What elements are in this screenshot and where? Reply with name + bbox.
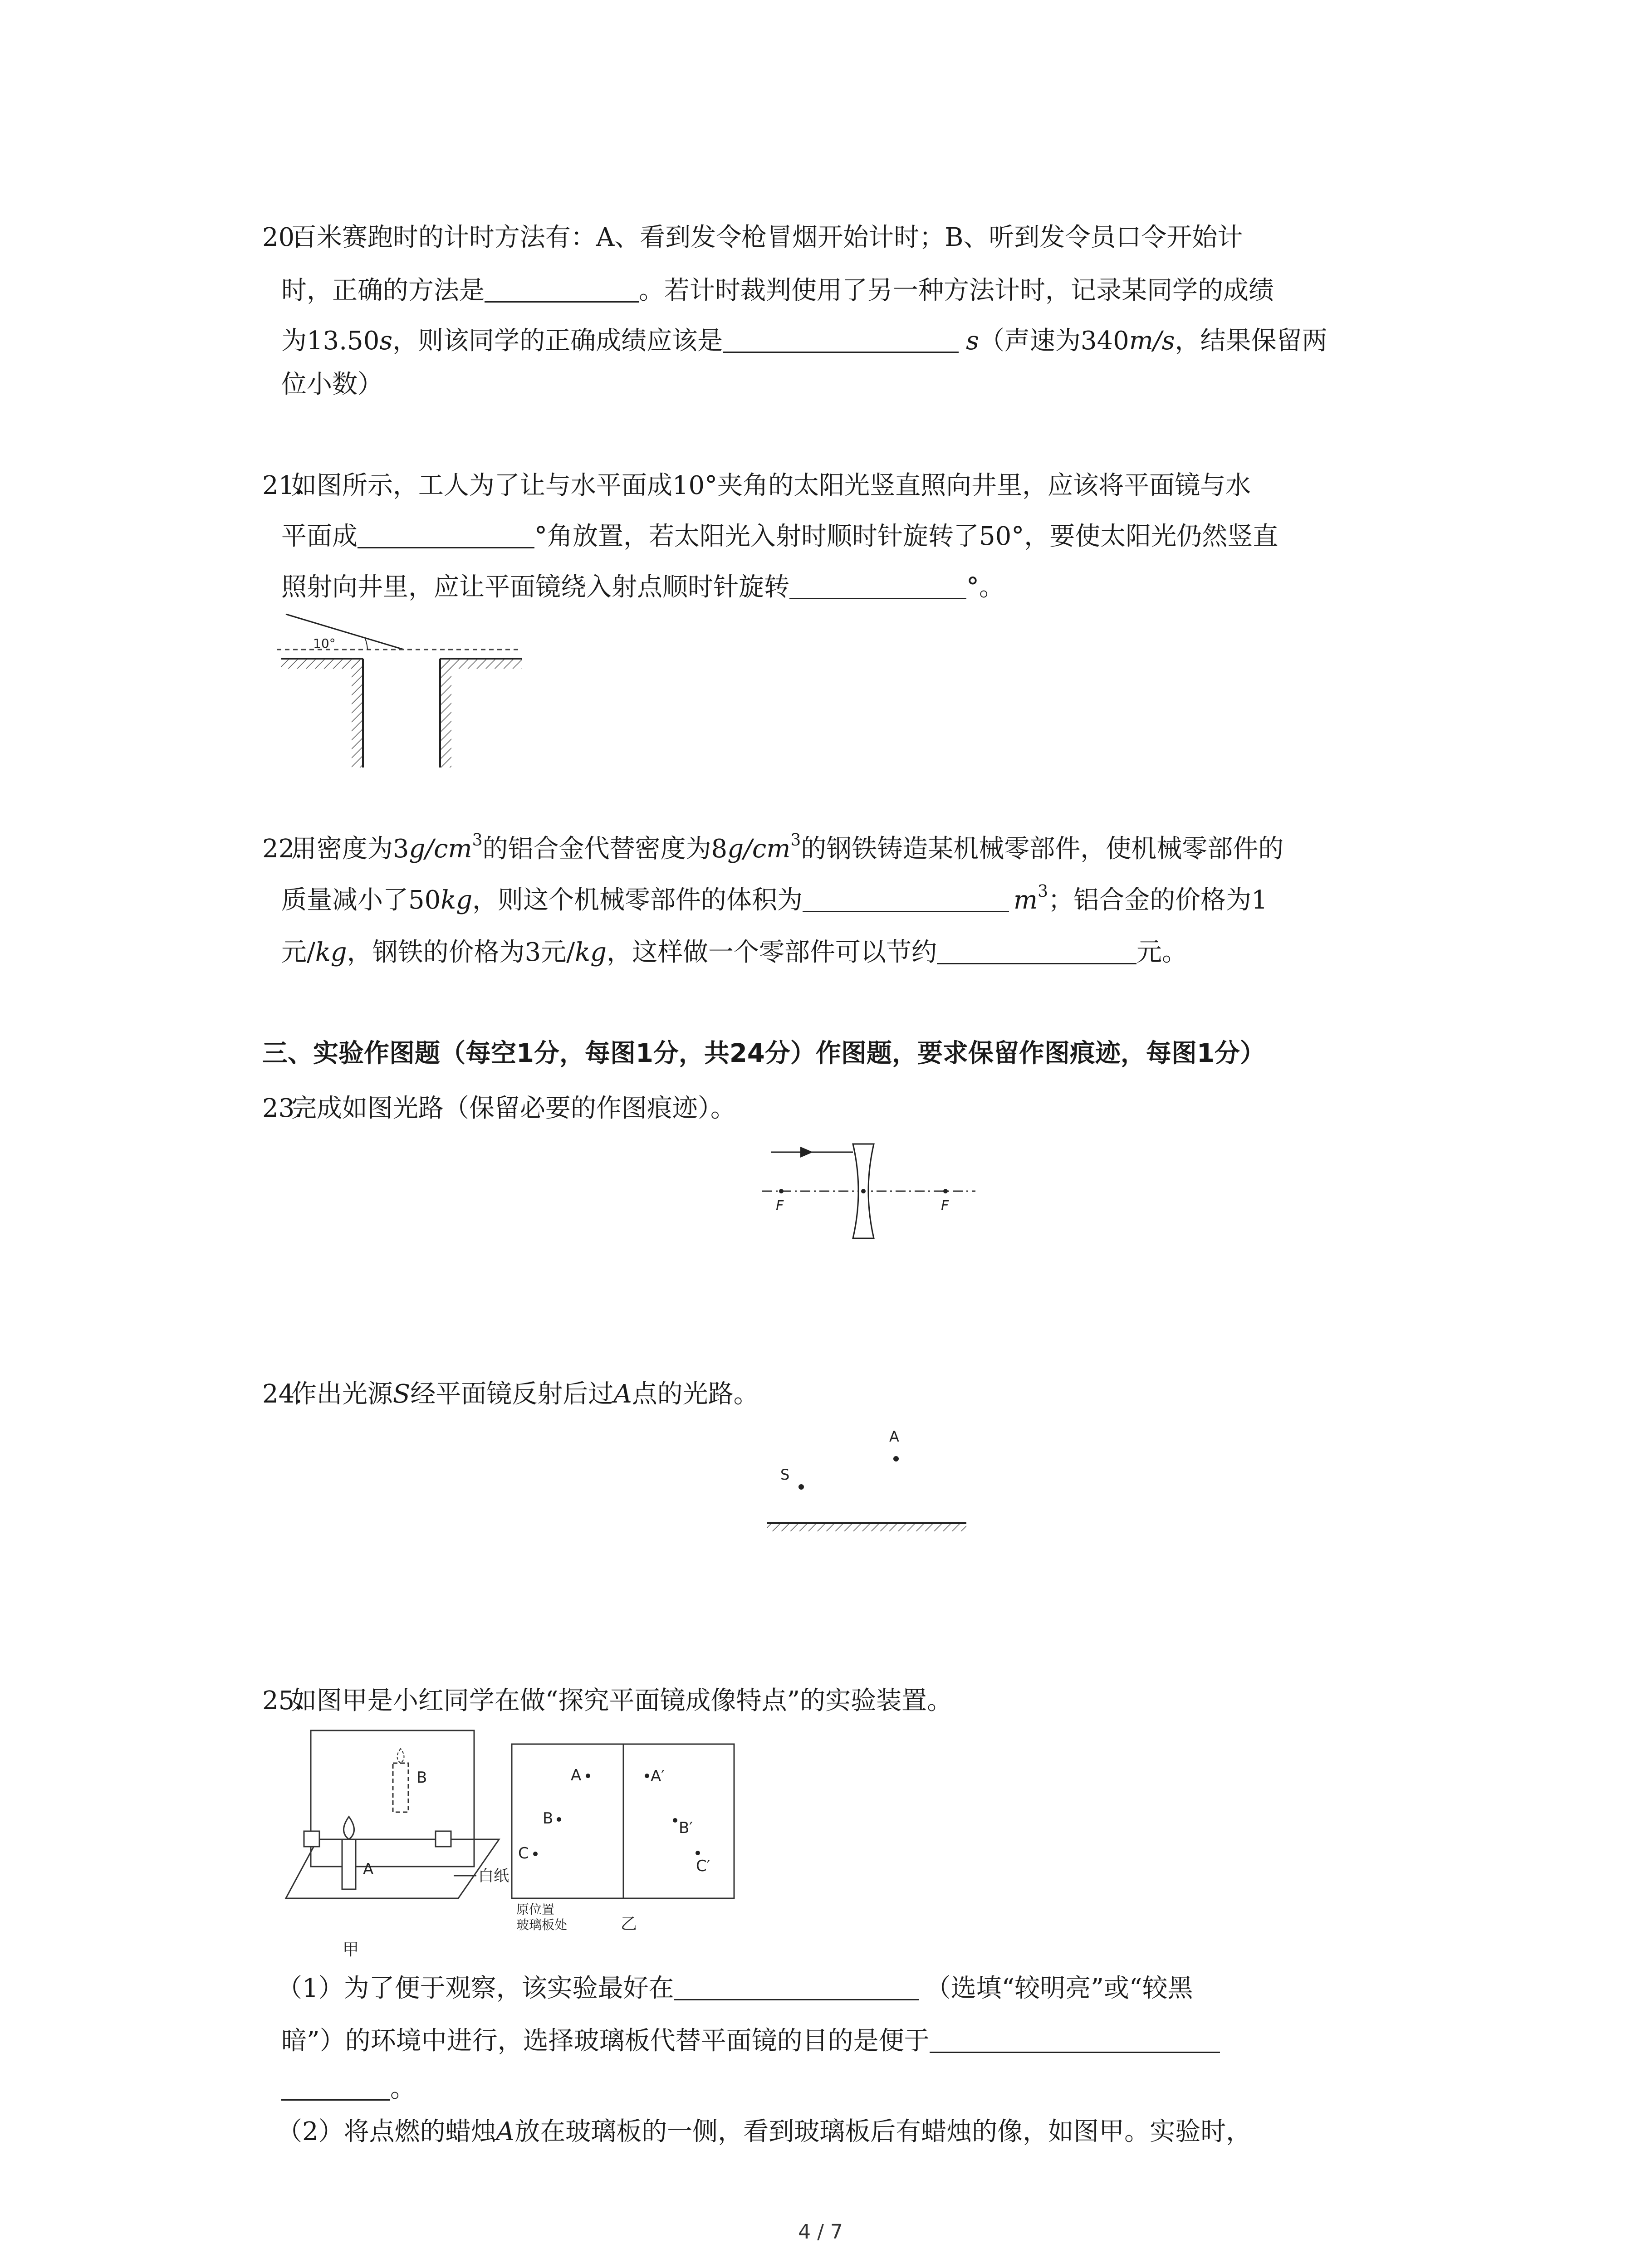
q24-number: 24. [262,1379,303,1409]
candle-b-label: B [416,1769,427,1787]
left-focus-label: F [776,1198,784,1214]
figure-yi-record-sheet [507,1740,743,1935]
point-b-label: B [543,1809,554,1828]
sunlight-ray [286,614,404,650]
candle-b [393,1763,408,1812]
light-source-s [798,1484,804,1490]
original-position-note: 原位置 [516,1902,555,1917]
white-paper-label: 白纸 [478,1867,509,1885]
candle-a-label: A [363,1860,374,1878]
support-block-left [304,1831,319,1847]
q20-line1: 20. 百米赛跑时的计时方法有：A、看到发令枪冒烟开始计时；B、听到发令员口令开始计 [262,220,1243,256]
q25-blank2-continued[interactable] [281,2071,390,2101]
q25-number: 25. [262,1686,303,1716]
point-a-image [645,1774,649,1778]
white-paper [286,1839,499,1898]
ray-arrow [800,1147,813,1158]
point-c-label: C [518,1844,529,1862]
q22-number: 22. [262,834,303,864]
plane-mirror-figure [762,1424,980,1542]
q25-part1-line1: （1）为了便于观察，该实验最好在 （选填“较明亮”或“较黑 [277,1970,1193,2007]
q22-blank1[interactable] [803,883,1009,912]
q25-part1-line3: 。 [281,2071,416,2107]
q25-part1-line2: 暗”）的环境中进行，选择玻璃板代替平面镜的目的是便于 [281,2023,1220,2059]
mirror-hatching [767,1524,966,1531]
point-a-label: A [889,1428,899,1445]
q20-number: 20. [262,223,303,252]
q25-part2-line1: （2）将点燃的蜡烛A放在玻璃板的一侧，看到玻璃板后有蜡烛的像，如图甲。实验时， [277,2117,1252,2146]
point-b [557,1817,561,1822]
angle-label: 10° [313,636,336,651]
point-a-image-label: A′ [651,1767,665,1785]
page-number: 4 / 7 [798,2220,843,2244]
q22-line2: 质量减小了50kg，则这个机械零部件的体积为 $m^3$；铝合金的价格为1 [281,882,1268,915]
well-mirror-figure [277,608,549,771]
q25-line1: 25. 如图甲是小红同学在做“探究平面镜成像特点”的实验装置。 [262,1683,952,1719]
q21-blank1[interactable] [358,519,534,548]
q20-line4: 位小数） [281,370,383,399]
q21-blank2[interactable] [789,570,966,599]
q20-line2: 时，正确的方法是 。若计时裁判使用了另一种方法计时，记录某同学的成绩 [281,273,1274,309]
right-focus-point [943,1189,948,1193]
q23-number: 23. [262,1094,303,1123]
q21-line3: 照射向井里，应让平面镜绕入射点顺时针旋转 °。 [281,569,1004,606]
q22-line3: 元/kg，钢铁的价格为3元/kg，这样做一个零部件可以节约 元。 [281,934,1187,971]
q25-blank2[interactable] [930,2024,1220,2053]
candle-a [342,1839,356,1889]
figure-yi-caption: 乙 [621,1915,637,1933]
well-left-wall-hatch [352,659,363,767]
q20-line3: 为13.50s，则该同学的正确成绩应该是 s（声速为340m/s，结果保留两 [281,323,1327,359]
q23-line1: 23. 完成如图光路（保留必要的作图痕迹）。 [262,1090,736,1127]
q21-number: 21. [262,471,303,500]
point-a [893,1456,899,1461]
q21-line2: 平面成 °角放置，若太阳光入射时顺时针旋转了50°，要使太阳光仍然竖直 [281,518,1278,555]
point-c [533,1852,538,1856]
right-focus-label: F [941,1198,949,1214]
lens-center-point [861,1189,866,1193]
q22-blank2[interactable] [937,935,1136,964]
point-a [586,1774,590,1778]
glass-plate-note: 玻璃板处 [516,1917,568,1932]
point-c-image-label: C′ [696,1857,710,1875]
point-b-image [673,1818,677,1823]
point-b-image-label: B′ [679,1819,693,1837]
q20-blank1[interactable] [485,273,639,303]
light-source-s-label: S [780,1466,790,1483]
support-block-right [436,1831,451,1847]
point-c-image [696,1851,700,1855]
ground-left-hatch [281,659,363,669]
q21-line1: 21. 如图所示，工人为了让与水平面成10°夹角的太阳光竖直照向井里，应该将平面镜与水 [262,468,1251,504]
q24-line1: 24. 作出光源S经平面镜反射后过A点的光路。 [262,1376,759,1413]
q22-line1: 22. 用密度为$3g/cm^3$的铝合金代替密度为$8g/cm^3$的钢铁铸造某机械零部件，使机械零部件的 [262,831,1283,867]
well-right-wall-hatch [440,659,451,767]
concave-lens-figure [762,1134,980,1252]
section-3-heading: 三、实验作图题（每空1分，每图1分，共24分）作图题，要求保留作图痕迹，每图1分） [262,1039,1265,1068]
q20-blank2[interactable] [723,323,959,353]
point-a-label: A [571,1766,582,1784]
left-focus-point [779,1189,784,1193]
angle-arc [365,639,367,650]
figure-jia-apparatus [281,1726,517,1962]
candle-a-flame [344,1817,354,1839]
ground-right-hatch [440,659,522,669]
figure-jia-caption: 甲 [343,1941,359,1959]
q25-blank1[interactable] [674,1971,919,2000]
candle-b-flame [397,1749,404,1763]
